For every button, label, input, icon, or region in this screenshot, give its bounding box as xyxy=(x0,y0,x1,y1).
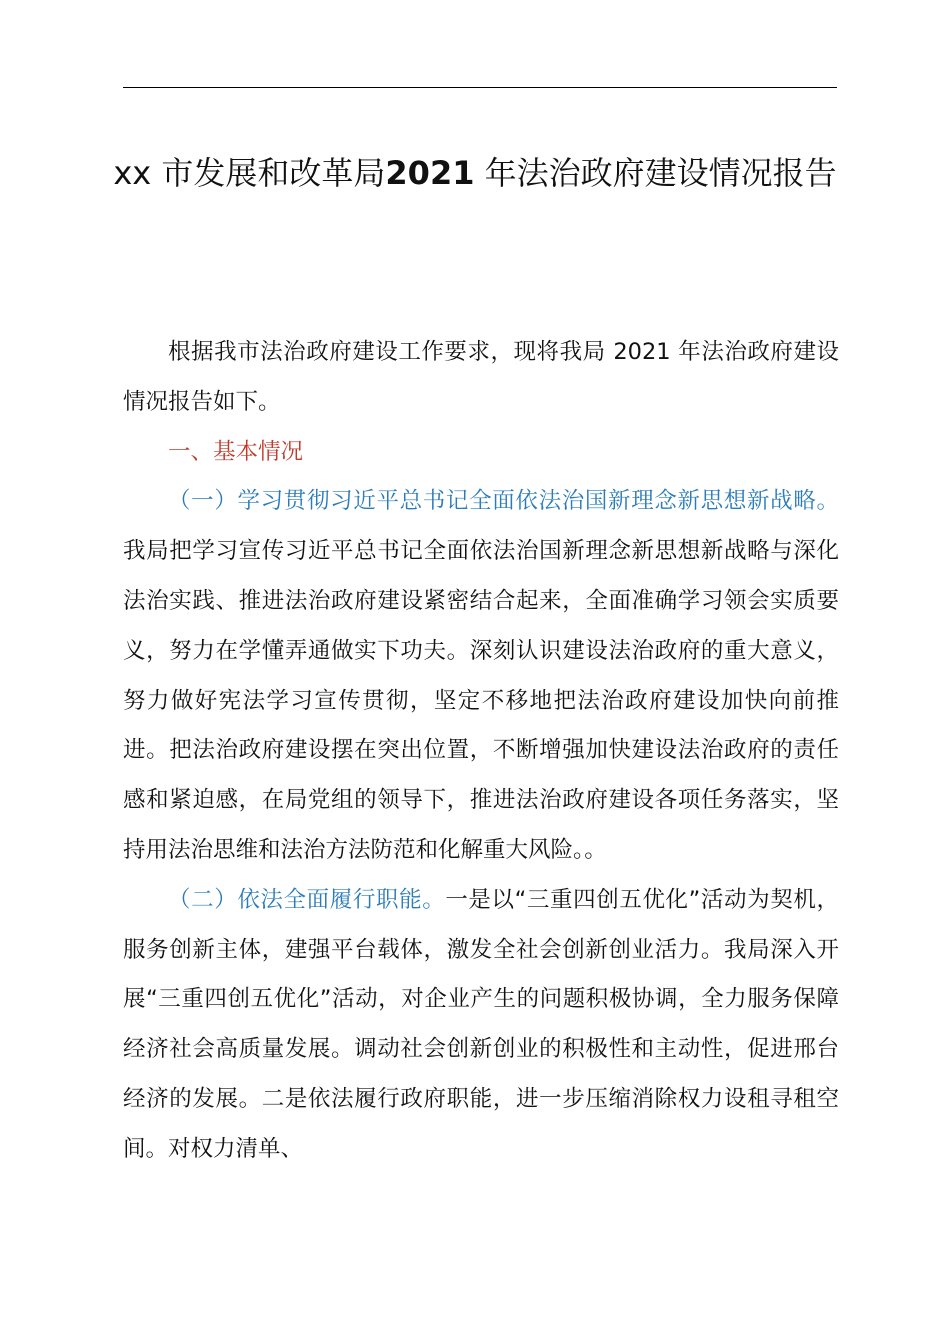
header-rule xyxy=(123,87,837,88)
title-part1: 市发展和改革局 xyxy=(161,154,386,192)
subsection-2-body: 一是以“三重四创五优化”活动为契机，服务创新主体，建强平台载体，激发全社会创新创业活力。我局深入开展“三重四创五优化”活动，对企业产生的问题积极协调，全力服务保障经济社会高质量发展。调动社会创新创业的积极性和主动性，促进邢台经济的发展。二是依法履行政府职能，进一步压缩消除权力设租寻租空间。对权力清单、 xyxy=(123,886,839,1162)
subsection-1 xyxy=(123,477,839,875)
document-body xyxy=(123,328,839,1175)
document-title xyxy=(100,150,850,196)
subsection-1-body: 我局把学习宣传习近平总书记全面依法治国新理念新思想新战略与深化法治实践、推进法治政府建设紧密结合起来，全面准确学习领会实质要义，努力在学懂弄通做实下功夫。深刻认识建设法治政府的重大意义，努力做好宪法学习宣传贯彻，坚定不移地把法治政府建设加快向前推进。把法治政府建设摆在突出位置，不断增强加快建设法治政府的责任感和紧迫感，在局党组的领导下，推进法治政府建设各项任务落实，坚持用法治思维和法治方法防范和化解重大风险。。 xyxy=(123,538,839,863)
subsection-2-heading: （二）依法全面履行职能。 xyxy=(168,886,446,913)
title-year: 2021 xyxy=(385,154,475,192)
intro-paragraph: 根据我市法治政府建设工作要求，现将我局 2021 年法治政府建设情况报告如下。 xyxy=(123,339,839,415)
title-part2: 年法治政府建设情况报告 xyxy=(484,154,837,192)
subsection-1-heading: （一）学习贯彻习近平总书记全面依法治国新理念新思想新战略。 xyxy=(168,488,839,515)
subsection-2 xyxy=(123,876,839,1175)
section-heading-basic: 一、基本情况 xyxy=(168,438,304,465)
title-prefix: xx xyxy=(113,154,152,192)
